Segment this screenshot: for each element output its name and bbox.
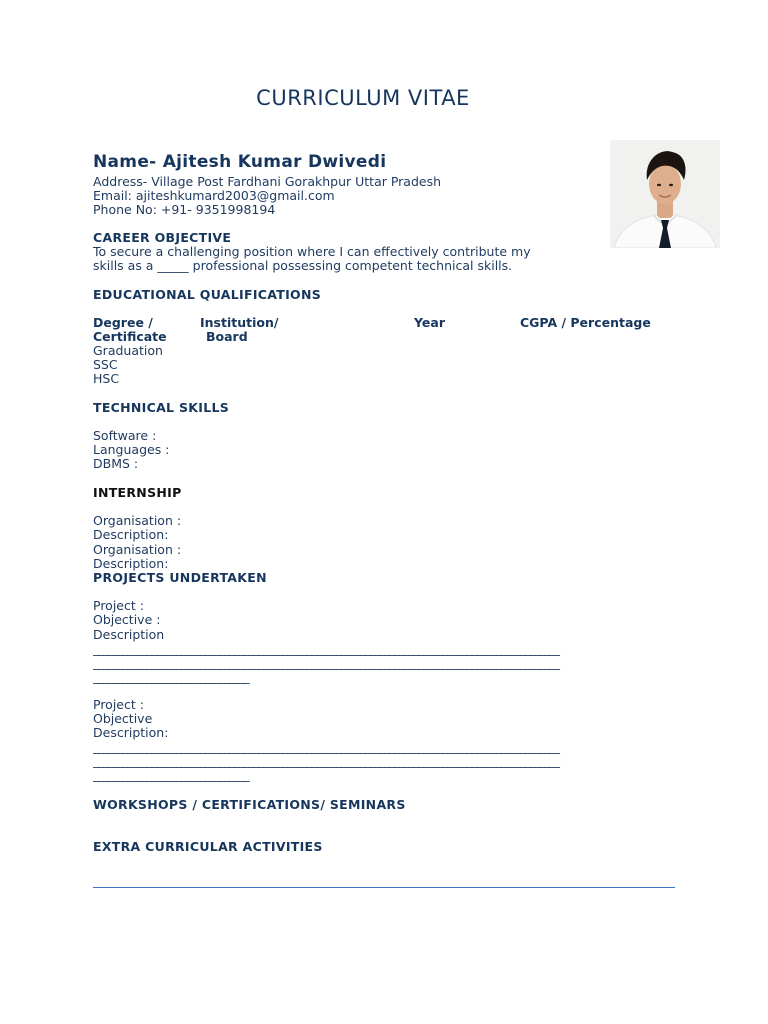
projects-heading: PROJECTS UNDERTAKEN — [93, 570, 267, 585]
project-2-rule-1: ________________________________________________________________________________________________ — [93, 740, 559, 754]
education-col-year: Year — [414, 315, 445, 330]
extra-curricular-heading: EXTRA CURRICULAR ACTIVITIES — [93, 839, 323, 854]
internship-organisation-1: Organisation : — [93, 513, 182, 528]
education-row-graduation: Graduation — [93, 343, 163, 358]
internship-description-1: Description: — [93, 527, 169, 542]
skills-dbms: DBMS : — [93, 456, 139, 471]
document-title: CURRICULUM VITAE — [256, 86, 470, 110]
internship-heading: INTERNSHIP — [93, 485, 182, 500]
career-objective-line-2: skills as a _____ professional possessing competent technical skills. — [93, 258, 513, 273]
education-col-degree-line-2: Certificate — [93, 329, 167, 344]
bottom-divider — [93, 887, 675, 888]
internship-organisation-2: Organisation : — [93, 542, 182, 557]
profile-photo-image — [610, 140, 720, 248]
education-row-ssc: SSC — [93, 357, 118, 372]
profile-photo — [610, 140, 720, 248]
education-row-hsc: HSC — [93, 371, 120, 386]
career-objective-heading: CAREER OBJECTIVE — [93, 230, 232, 245]
project-1-rule-3: ________________________________ — [93, 670, 249, 684]
project-1-title: Project : — [93, 598, 144, 613]
project-1-description: Description — [93, 627, 165, 642]
education-col-degree-line-1: Degree / — [93, 315, 153, 330]
education-heading: EDUCATIONAL QUALIFICATIONS — [93, 287, 322, 302]
skills-languages: Languages : — [93, 442, 170, 457]
workshops-heading: WORKSHOPS / CERTIFICATIONS/ SEMINARS — [93, 797, 406, 812]
project-1-rule-2: ________________________________________________________________________________________________ — [93, 656, 559, 670]
education-col-cgpa: CGPA / Percentage — [520, 315, 651, 330]
email-line: Email: ajiteshkumard2003@gmail.com — [93, 188, 335, 203]
project-2-rule-2: ________________________________________________________________________________________________ — [93, 754, 559, 768]
career-objective-line-1: To secure a challenging position where I can effectively contribute my — [93, 244, 531, 259]
project-2-objective: Objective — [93, 711, 153, 726]
project-2-title: Project : — [93, 697, 144, 712]
education-col-institution-line-1: Institution/ — [200, 315, 279, 330]
project-2-description: Description: — [93, 725, 169, 740]
skills-software: Software : — [93, 428, 157, 443]
internship-description-2: Description: — [93, 556, 169, 571]
project-2-rule-3: ________________________________ — [93, 768, 249, 782]
phone-line: Phone No: +91- 9351998194 — [93, 202, 276, 217]
address-line: Address- Village Post Fardhani Gorakhpur Uttar Pradesh — [93, 174, 442, 189]
education-col-institution-line-2: Board — [206, 329, 248, 344]
project-1-objective: Objective : — [93, 612, 161, 627]
technical-skills-heading: TECHNICAL SKILLS — [93, 400, 230, 415]
candidate-name: Name- Ajitesh Kumar Dwivedi — [93, 152, 387, 172]
project-1-rule-1: ________________________________________________________________________________________________ — [93, 642, 559, 656]
